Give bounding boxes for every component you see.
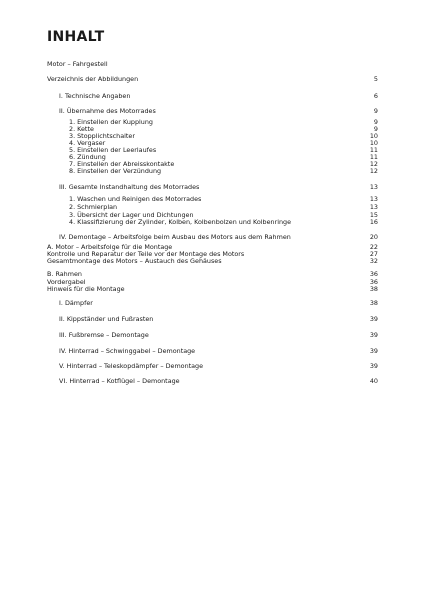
toc-entry-kotfluegel — [59, 377, 378, 386]
toc-entry-label: 4. Vergaser — [69, 139, 106, 147]
toc-entry-label: Hinweis für die Montage — [47, 285, 125, 293]
toc-entry-page: 12 — [369, 160, 378, 168]
toc-entry-label: VI. Hinterrad – Kotflügel – Demontage — [59, 377, 180, 385]
toc-entry-label: 1. Einstellen der Kupplung — [69, 118, 153, 126]
toc-entry-fussbremse — [59, 331, 378, 340]
toc-entry-label: B. Rahmen — [47, 270, 82, 278]
toc-entry-page: 39 — [369, 331, 378, 339]
toc-entry-label: 4. Klassifizierung der Zylinder, Kolben, Kolbenbolzen und Kolbenringe — [69, 218, 292, 226]
toc-entry-page: 36 — [369, 278, 378, 286]
toc-entry-verzuendung — [69, 167, 378, 176]
toc-entry-kippstaender — [59, 315, 378, 324]
toc-entry-page: 40 — [369, 377, 378, 385]
page-title: INHALT — [47, 29, 105, 45]
toc-entry-label: 5. Einstellen der Leerlaufes — [69, 146, 157, 154]
toc-entry-page: 9 — [373, 125, 378, 133]
toc-entry-motor-fahrgestell — [47, 60, 378, 69]
toc-entry-verzeichnis-abbildungen — [47, 75, 378, 84]
toc-entry-label: 1. Waschen und Reinigen des Motorrades — [69, 195, 202, 203]
toc-entry-page: 10 — [369, 139, 378, 147]
toc-entry-page: 15 — [369, 211, 378, 219]
toc-entry-instandhaltung — [59, 183, 378, 192]
toc-entry-schwinggabel — [59, 347, 378, 356]
toc-entry-label: 3. Stopplichtschalter — [69, 132, 135, 140]
toc-entry-label: 6. Zündung — [69, 153, 106, 161]
toc-entry-page: 22 — [369, 243, 378, 251]
toc-entry-daempfer — [59, 299, 378, 308]
toc-entry-label: Motor – Fahrgestell — [47, 60, 108, 68]
toc-entry-page: 38 — [369, 299, 378, 307]
toc-entry-page: 39 — [369, 362, 378, 370]
toc-entry-label: Kontrolle und Reparatur der Teile vor der Montage des Motors — [47, 250, 245, 258]
toc-entry-page: 12 — [369, 167, 378, 175]
toc-entry-teleskopdaempfer — [59, 362, 378, 371]
toc-entry-label: Verzeichnis der Abbildungen — [47, 75, 139, 83]
toc-entry-page: 16 — [369, 218, 378, 226]
toc-entry-label: V. Hinterrad – Teleskopdämpfer – Demontage — [59, 362, 204, 370]
toc-entry-hinweis-montage — [47, 285, 378, 294]
toc-entry-label: 7. Einstellen der Abreisskontakte — [69, 160, 175, 168]
toc-entry-page: 9 — [373, 118, 378, 126]
toc-entry-klassifizierung — [69, 218, 378, 227]
toc-entry-page: 13 — [369, 183, 378, 191]
toc-entry-page: 39 — [369, 315, 378, 323]
toc-entry-label: II. Übernahme des Motorrades — [59, 107, 156, 115]
toc-entry-page: 27 — [369, 250, 378, 258]
toc-entry-demontage-motor — [59, 233, 378, 242]
toc-entry-page: 39 — [369, 347, 378, 355]
toc-entry-label: III. Fußbremse – Demontage — [59, 331, 149, 339]
toc-entry-label: Gesamtmontage des Motors – Austauch des Gehäuses — [47, 257, 222, 265]
toc-entry-page: 13 — [369, 203, 378, 211]
toc-entry-uebernahme-motorrades — [59, 107, 378, 116]
toc-entry-label: I. Dämpfer — [59, 299, 93, 307]
toc-entry-label: I. Technische Angaben — [59, 92, 131, 100]
toc-entry-page: 20 — [369, 233, 378, 241]
toc-entry-label: 2. Schmierplan — [69, 203, 118, 211]
toc-entry-page: 32 — [369, 257, 378, 265]
toc-entry-label: A. Motor – Arbeitsfolge für die Montage — [47, 243, 173, 251]
toc-entry-page: 13 — [369, 195, 378, 203]
toc-entry-page: 11 — [369, 146, 378, 154]
toc-entry-page: 36 — [369, 270, 378, 278]
toc-entry-page: 6 — [373, 92, 378, 100]
toc-entry-label: 8. Einstellen der Verzündung — [69, 167, 162, 175]
toc-entry-page: 5 — [373, 75, 378, 83]
toc-entry-label: II. Kippständer und Fußrasten — [59, 315, 154, 323]
toc-entry-gesamtmontage — [47, 257, 378, 266]
toc-entry-label: IV. Hinterrad – Schwinggabel – Demontage — [59, 347, 196, 355]
toc-entry-label: Vordergabel — [47, 278, 86, 286]
toc-entry-label: 3. Übersicht der Lager und Dichtungen — [69, 211, 194, 219]
toc-entry-technische-angaben — [59, 92, 378, 101]
toc-entry-page: 38 — [369, 285, 378, 293]
toc-entry-page: 10 — [369, 132, 378, 140]
toc-entry-page: 9 — [373, 107, 378, 115]
toc-entry-page: 11 — [369, 153, 378, 161]
toc-entry-label: IV. Demontage – Arbeitsfolge beim Ausbau des Motors aus dem Rahmen — [59, 233, 291, 241]
toc-entry-label: 2. Kette — [69, 125, 94, 133]
toc-entry-label: III. Gesamte Instandhaltung des Motorrades — [59, 183, 200, 191]
